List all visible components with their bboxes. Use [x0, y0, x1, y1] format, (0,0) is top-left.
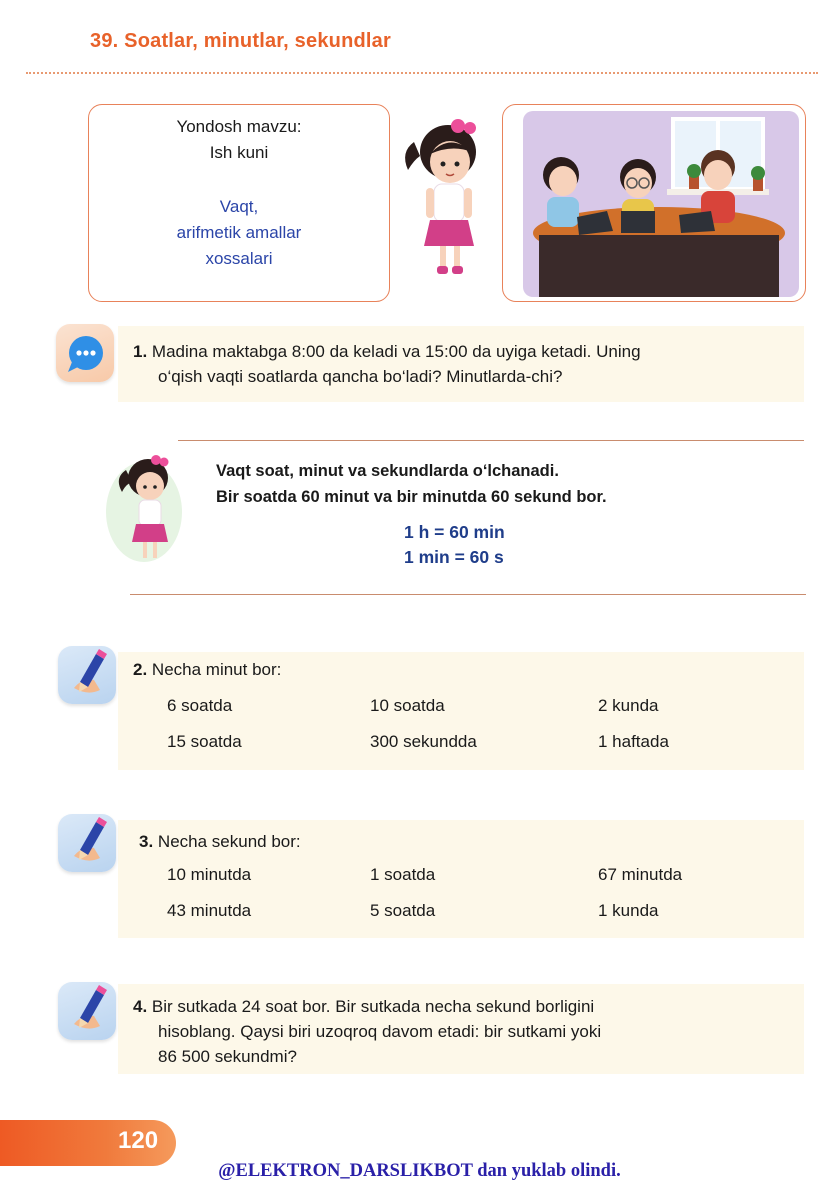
- girl-small-illustration: [104, 452, 190, 572]
- classroom-picture-frame: [502, 104, 806, 302]
- related-topic-box: [88, 104, 390, 302]
- topic-line-properties: xossalari: [205, 249, 273, 268]
- pencil-hand-icon: [58, 646, 116, 704]
- formula-minute: 1 min = 60 s: [404, 547, 504, 567]
- task-3-item: 67 minutda: [598, 865, 683, 884]
- related-topic-heading: Yondosh mavzu:: [176, 117, 302, 136]
- info-top-rule: [178, 440, 804, 441]
- task-2-item: 6 soatda: [167, 696, 233, 715]
- download-watermark: @ELEKTRON_DARSLIKBOT dan yuklab olindi.: [218, 1161, 621, 1181]
- pencil-hand-icon: [58, 814, 116, 872]
- task-2-item: 15 soatda: [167, 732, 242, 751]
- task-4-text: [133, 994, 594, 1019]
- topic-line-time: Vaqt,: [219, 197, 259, 216]
- task-3-item: 5 soatda: [370, 901, 436, 920]
- task-1-line-1: Madina maktabga 8:00 da keladi va 15:00 da uyiga ketadi. Uning: [151, 342, 641, 361]
- lesson-title: 39. Soatlar, minutlar, sekundlar: [90, 30, 391, 52]
- task-3-number: 3.: [139, 832, 154, 851]
- pencil-tile-2: [58, 646, 116, 704]
- dotted-divider: [26, 72, 818, 74]
- info-bottom-rule: [130, 594, 806, 595]
- task-4-line-2: hisoblang. Qaysi biri uzoqroq davom etadi: bir sutkami yoki: [158, 1022, 602, 1041]
- task-2-item: 2 kunda: [598, 696, 659, 715]
- task-2-text: [133, 657, 281, 682]
- task-3-item: 43 minutda: [167, 901, 252, 920]
- task-3-item: 1 soatda: [370, 865, 436, 884]
- task-2-item: 1 haftada: [598, 732, 669, 751]
- task-1-text: [133, 339, 641, 364]
- info-line-1: Vaqt soat, minut va sekundlarda o‘lchanadi.: [216, 462, 559, 480]
- pencil-tile-4: [58, 982, 116, 1040]
- classroom-illustration: [503, 105, 805, 301]
- pencil-hand-icon: [58, 982, 116, 1040]
- task-2-item: 10 soatda: [370, 696, 445, 715]
- task-2-prompt: Necha minut bor:: [151, 660, 282, 679]
- task-4-line-3: 86 500 sekundmi?: [158, 1047, 297, 1066]
- page-number: 120: [118, 1127, 159, 1154]
- task-1-line-2: o‘qish vaqti soatlarda qancha bo‘ladi? Minutlarda-chi?: [158, 367, 563, 386]
- pencil-tile-3: [58, 814, 116, 872]
- speech-bubble-tile: [56, 324, 114, 382]
- task-2-item: 300 sekundda: [370, 732, 477, 751]
- task-4-number: 4.: [133, 997, 148, 1016]
- speech-bubble-icon: [56, 324, 114, 382]
- info-line-2: Bir soatda 60 minut va bir minutda 60 sekund bor.: [216, 488, 607, 506]
- formula-hour: 1 h = 60 min: [404, 522, 505, 542]
- task-3-text: [139, 829, 301, 854]
- topic-line-operations: arifmetik amallar: [176, 223, 302, 242]
- task-3-item: 1 kunda: [598, 901, 659, 920]
- task-1-number: 1.: [133, 342, 148, 361]
- task-3-prompt: Necha sekund bor:: [157, 832, 301, 851]
- girl-illustration: [398, 112, 494, 282]
- task-3-item: 10 minutda: [167, 865, 252, 884]
- task-2-number: 2.: [133, 660, 148, 679]
- related-topic-name: Ish kuni: [209, 143, 269, 162]
- task-4-line-1: Bir sutkada 24 soat bor. Bir sutkada necha sekund borligini: [151, 997, 595, 1016]
